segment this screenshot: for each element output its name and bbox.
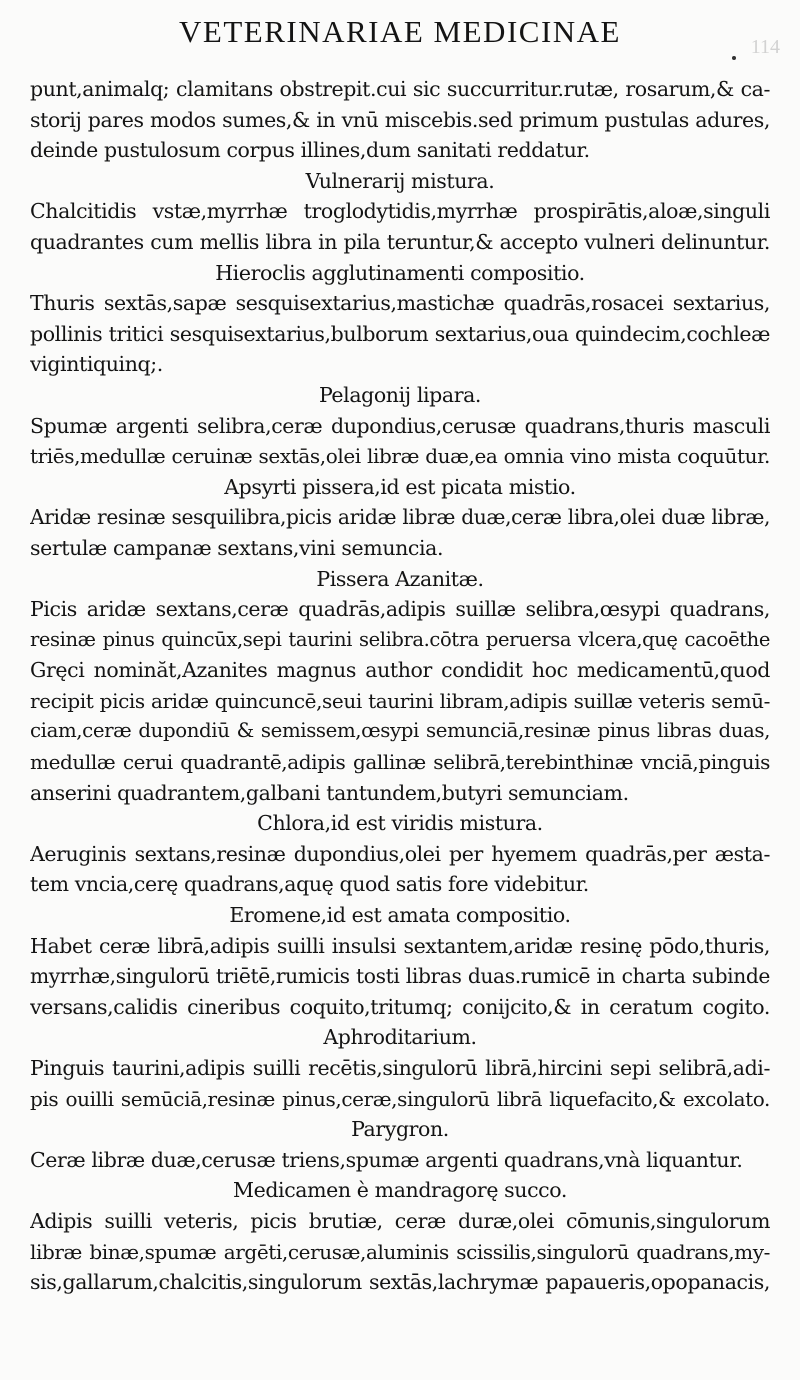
section-heading: Medicamen è mandragorę succo.: [233, 1178, 567, 1203]
text-line: myrrhæ,singulorū triētē,rumicis tosti libras duas.rumicē in charta subinde: [30, 964, 770, 989]
text-line: Thuris sextās,sapæ sesquisextarius,mastichæ quadrās,rosacei sextarius,: [30, 291, 770, 316]
text-line: medullæ cerui quadrantē,adipis gallinæ selibrā,terebinthinæ vnciā,pinguis: [30, 750, 770, 775]
ink-mark: [732, 56, 736, 60]
text-line: ciam,ceræ dupondiū & semissem,œsypi semunciā,resinæ pinus libras duas,: [30, 719, 770, 743]
text-line: Habet ceræ librā,adipis suilli insulsi sextantem,aridæ resinę pōdo,thuris,: [30, 933, 770, 958]
text-block: [30, 74, 770, 1370]
text-line: resinæ pinus quincūx,sepi taurini selibra.cōtra peruersa vlcera,quę cacoēthe: [30, 627, 770, 651]
section-heading: Aphroditarium.: [323, 1025, 477, 1050]
text-line: pollinis tritici sesquisextarius,bulborum sextarius,oua quindecim,cochleæ: [30, 321, 770, 346]
text-line: anserini quadrantem,galbani tantundem,butyri semunciam.: [30, 780, 629, 805]
text-line: Aeruginis sextans,resinæ dupondius,olei per hyemem quadrās,per æsta-: [30, 841, 770, 866]
running-title: VETERINARIAE MEDICINAE: [179, 14, 621, 49]
text-line: punt,animalq; clamitans obstrepit.cui sic succurritur.rutæ, rosarum,& ca-: [30, 77, 770, 101]
folio-number: 114: [750, 36, 780, 58]
text-line: libræ binæ,spumæ argēti,cerusæ,aluminis scissilis,singulorū quadrans,my-: [30, 1239, 770, 1264]
text-line: storij pares modos sumes,& in vnū miscebis.sed primum pustulas adures,: [30, 107, 770, 132]
text-line: Chalcitidis vstæ,myrrhæ troglodytidis,myrrhæ prospirātis,aloæ,singuli: [30, 199, 770, 224]
text-line: Adipis suilli veteris, picis brutiæ, ceræ duræ,olei cōmunis,singulorum: [30, 1208, 770, 1233]
text-line: sis,gallarum,chalcitis,singulorum sextās,lachrymæ papaueris,opopanacis,: [30, 1270, 770, 1295]
text-line: deinde pustulosum corpus illines,dum sanitati reddatur.: [30, 138, 590, 163]
text-line: pis ouilli semūciā,resinæ pinus,ceræ,singulorū librā liquefacito,& excolato.: [30, 1086, 770, 1111]
section-heading: Eromene,id est amata compositio.: [229, 903, 571, 928]
section-heading: Hieroclis agglutinamenti compositio.: [215, 260, 585, 285]
text-line: quadrantes cum mellis libra in pila teruntur,& accepto vulneri delinuntur.: [30, 229, 770, 254]
text-line: Ceræ libræ duæ,cerusæ triens,spumæ argenti quadrans,vnà liquantur.: [30, 1147, 743, 1172]
section-heading: Apsyrti pissera,id est picata mistio.: [224, 474, 576, 499]
text-line: Spumæ argenti selibra,ceræ dupondius,cerusæ quadrans,thuris masculi: [30, 413, 770, 438]
text-line: sertulæ campanæ sextans,vini semuncia.: [30, 535, 444, 560]
section-heading: Chlora,id est viridis mistura.: [257, 811, 543, 836]
text-line: Picis aridæ sextans,ceræ quadrās,adipis suillæ selibra,œsypi quadrans,: [30, 597, 770, 622]
text-line: triēs,medullæ ceruinæ sextās,olei libræ duæ,ea omnia vino mista coquūtur.: [30, 444, 770, 469]
text-line: versans,calidis cineribus coquito,tritumq; conijcito,& in ceratum cogito.: [30, 994, 770, 1019]
section-heading: Pissera Azanitæ.: [316, 566, 484, 591]
text-line: recipit picis aridæ quincuncē,seui taurini libram,adipis suillæ veteris semū-: [30, 688, 770, 713]
text-line: tem vncia,cerę quadrans,aquę quod satis fore videbitur.: [30, 872, 589, 897]
section-heading: Parygron.: [351, 1117, 449, 1142]
section-heading: Pelagonij lipara.: [318, 382, 482, 407]
section-heading: Vulnerarij mistura.: [305, 168, 495, 193]
text-line: Aridæ resinæ sesquilibra,picis aridæ libræ duæ,ceræ libra,olei duæ libræ,: [30, 505, 770, 530]
text-line: Pinguis taurini,adipis suilli recētis,singulorū librā,hircini sepi selibrā,adi-: [30, 1056, 770, 1080]
text-line: vigintiquinq;.: [30, 352, 163, 377]
text-line: Gręci nominăt,Azanites magnus author condidit hoc medicamentū,quod: [30, 658, 770, 683]
